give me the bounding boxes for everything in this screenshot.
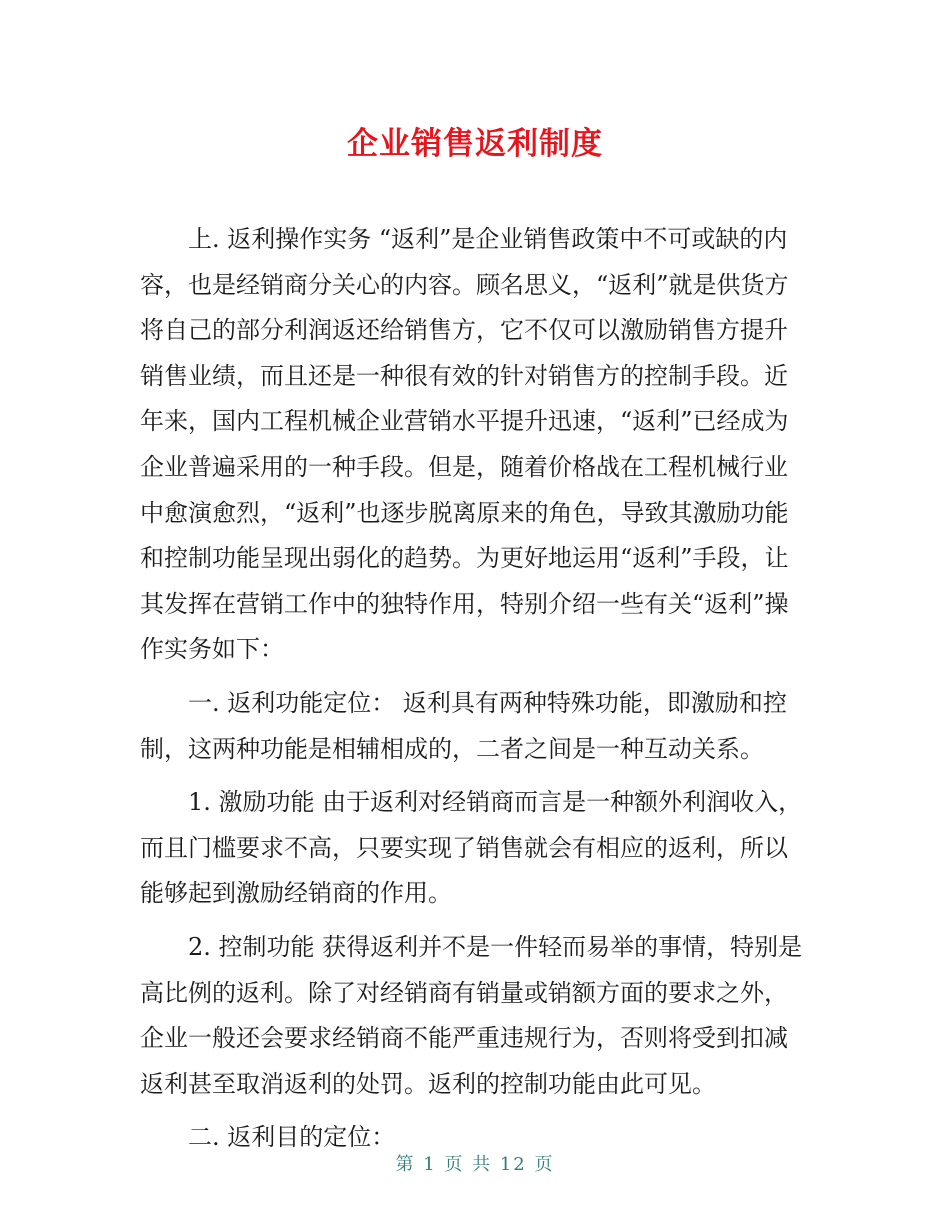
page-number-footer: 第 1 页 共 12 页 bbox=[395, 1154, 555, 1175]
paragraph-incentive-function: 1. 激励功能 由于返利对经销商而言是一种额外利润收入，而且门槛要求不高，只要实现了销售就会有相应的返利，所以能够起到激励经销商的作用。 bbox=[140, 788, 803, 908]
paragraph-section-2: 二. 返利目的定位： bbox=[188, 1123, 396, 1152]
paragraph-section-1: 一. 返利功能定位： 返利具有两种特殊功能，即激励和控制，这两种功能是相辅相成的，二者之间是一种互动关系。 bbox=[140, 688, 787, 763]
document-body bbox=[140, 217, 810, 1161]
paragraph-intro: 上. 返利操作实务 “返利”是企业销售政策中不可或缺的内容，也是经销商分关心的内容。顾名思义，“返利”就是供货方将自己的部分利润返还给销售方，它不仅可以激励销售方提升销售业绩，而且还是一种很有效的针对销售方的控制手段。近年来，国内工程机械企业营销水平提升迅速，“返利”已经成为企业普遍采用的一种手段。但是，随着价格战在工程机械行业中愈演愈烈，“返利”也逐步脱离原来的角色，导致其激励功能和控制功能呈现出弱化的趋势。为更好地运用“返利”手段，让其发挥在营销工作中的独特作用，特别介绍一些有关“返利”操作实务如下： bbox=[140, 225, 789, 664]
document-title: 企业销售返利制度 bbox=[347, 126, 603, 162]
paragraph-control-function: 2. 控制功能 获得返利并不是一件轻而易举的事情，特别是高比例的返利。除了对经销商有销量或销额方面的要求之外，企业一般还会要求经销商不能严重违规行为，否则将受到扣减返利甚至取消返利的处罚。返利的控制功能由此可见。 bbox=[140, 932, 803, 1098]
